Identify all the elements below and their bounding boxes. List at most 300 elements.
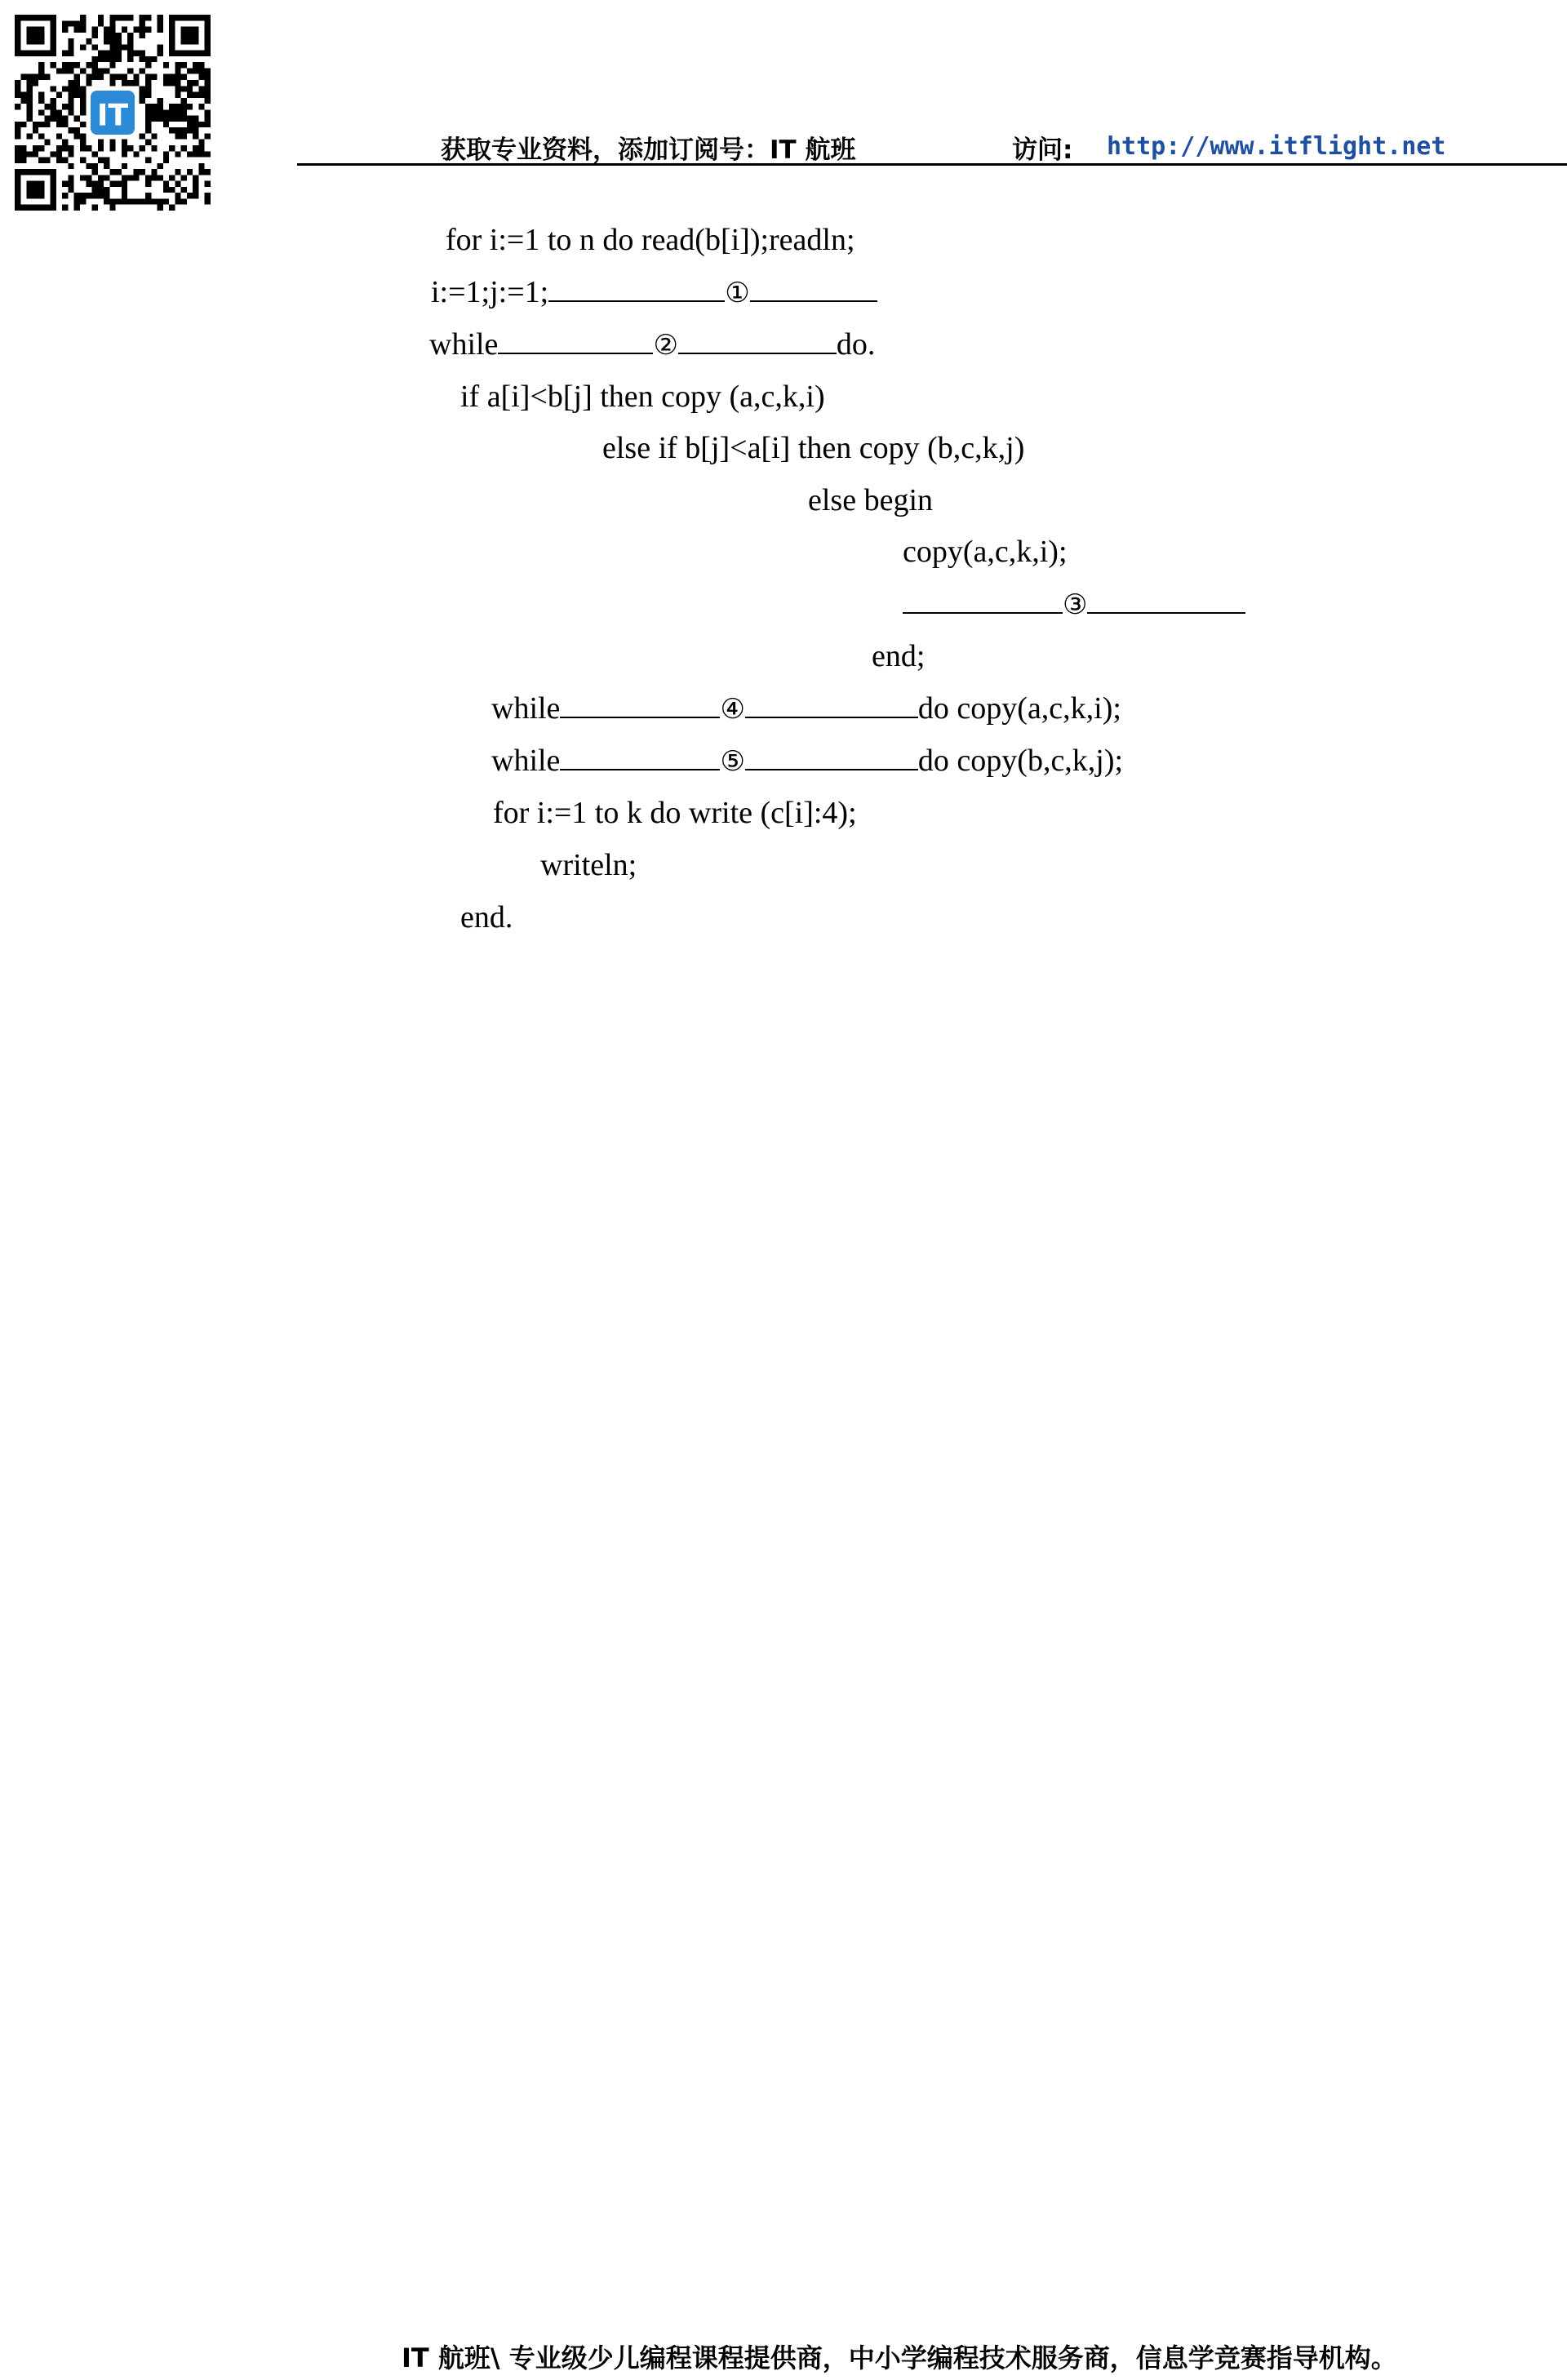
qr-module	[145, 104, 151, 109]
header-divider	[297, 163, 1567, 166]
qr-module	[140, 133, 145, 139]
qr-module	[175, 104, 180, 109]
qr-module	[187, 80, 193, 86]
qr-module	[68, 86, 73, 91]
qr-module	[198, 151, 204, 157]
qr-module	[80, 44, 86, 50]
qr-module	[175, 193, 180, 198]
qr-module	[205, 116, 211, 122]
qr-module	[145, 198, 151, 204]
qr-module	[15, 80, 20, 86]
qr-module	[51, 151, 56, 157]
qr-module	[62, 158, 68, 163]
qr-module	[98, 140, 104, 145]
qr-module	[38, 74, 44, 80]
blank-marker-3: ③	[1063, 588, 1088, 621]
qr-module	[104, 187, 109, 193]
qr-module	[198, 145, 204, 151]
qr-module	[116, 51, 122, 56]
qr-module	[27, 104, 33, 109]
qr-module	[68, 20, 73, 26]
qr-module	[44, 116, 50, 122]
qr-module	[175, 62, 180, 68]
qr-module	[116, 74, 122, 80]
qr-module	[104, 175, 109, 180]
code-line-blank-2	[429, 326, 875, 363]
qr-module	[140, 27, 145, 33]
qr-module	[92, 163, 98, 169]
qr-module	[151, 56, 157, 62]
qr-module	[198, 163, 204, 169]
qr-module	[56, 133, 62, 139]
code-line: writeln;	[540, 848, 637, 882]
qr-module	[104, 38, 109, 44]
blank-marker-2: ②	[653, 329, 678, 362]
code-line: end.	[460, 900, 513, 935]
qr-module	[163, 74, 169, 80]
qr-module	[181, 145, 187, 151]
qr-module	[27, 109, 33, 115]
qr-module	[145, 122, 151, 127]
qr-module	[187, 151, 193, 157]
qr-module	[145, 127, 151, 133]
qr-module	[145, 109, 151, 115]
qr-module	[109, 51, 115, 56]
qr-module	[181, 86, 187, 91]
qr-module	[68, 145, 73, 151]
qr-module	[27, 98, 33, 104]
qr-module	[175, 169, 180, 175]
qr-module	[74, 74, 80, 80]
qr-module	[193, 68, 198, 73]
qr-module	[98, 56, 104, 62]
qr-module	[169, 80, 175, 86]
code-text: do copy(a,c,k,i);	[917, 691, 1121, 726]
qr-module	[181, 109, 187, 115]
qr-module	[175, 68, 180, 73]
qr-module	[38, 109, 44, 115]
code-text: while	[491, 691, 561, 726]
qr-module	[62, 20, 68, 26]
qr-module	[127, 51, 133, 56]
qr-module	[68, 98, 73, 104]
qr-module	[92, 27, 98, 33]
qr-logo	[87, 87, 139, 139]
qr-module	[205, 198, 211, 204]
qr-module	[163, 116, 169, 122]
qr-module	[205, 80, 211, 86]
qr-module	[27, 86, 33, 91]
qr-module	[74, 27, 80, 33]
qr-module	[175, 80, 180, 86]
qr-module	[109, 62, 115, 68]
qr-module	[20, 122, 26, 127]
qr-module	[86, 145, 91, 151]
qr-module	[74, 127, 80, 133]
code-text: do copy(b,c,k,j);	[917, 744, 1124, 778]
qr-module	[68, 127, 73, 133]
qr-module	[158, 51, 163, 56]
qr-module	[62, 51, 68, 56]
qr-module	[104, 33, 109, 38]
qr-module	[86, 38, 91, 44]
qr-module	[122, 175, 127, 180]
blank-marker-5: ⑤	[720, 745, 745, 778]
qr-module	[27, 133, 33, 139]
qr-module	[158, 163, 163, 169]
qr-module	[38, 62, 44, 68]
qr-module	[56, 68, 62, 73]
footer-text: IT 航班\ 专业级少儿编程课程提供商，中小学编程技术服务商，信息学竞赛指导机构。	[402, 2342, 1397, 2373]
qr-module	[80, 198, 86, 204]
fill-blank-underline	[560, 743, 720, 770]
qr-module	[163, 80, 169, 86]
code-line-blank-1	[431, 274, 877, 311]
qr-module	[151, 133, 157, 139]
subscribe-text: 获取专业资料，添加订阅号：IT 航班	[441, 135, 856, 165]
qr-module	[116, 56, 122, 62]
qr-module	[74, 193, 80, 198]
qr-module	[187, 122, 193, 127]
qr-module	[181, 74, 187, 80]
qr-module	[98, 51, 104, 56]
qr-module	[151, 169, 157, 175]
qr-module	[109, 74, 115, 80]
qr-module	[193, 187, 198, 193]
qr-module	[80, 140, 86, 145]
qr-module	[74, 116, 80, 122]
qr-module	[33, 145, 38, 151]
qr-module	[187, 169, 193, 175]
code-line: else begin	[808, 483, 934, 517]
qr-module	[193, 62, 198, 68]
qr-module	[56, 145, 62, 151]
qr-module	[205, 86, 211, 91]
qr-module	[181, 62, 187, 68]
qr-module	[92, 62, 98, 68]
qr-module	[163, 181, 169, 187]
qr-module	[98, 74, 104, 80]
qr-module	[122, 80, 127, 86]
qr-module	[158, 20, 163, 26]
qr-module	[145, 92, 151, 98]
qr-module	[92, 74, 98, 80]
qr-module	[92, 181, 98, 187]
qr-module	[133, 169, 139, 175]
qr-module	[38, 145, 44, 151]
qr-module	[145, 74, 151, 80]
qr-module	[20, 92, 26, 98]
qr-module	[109, 56, 115, 62]
qr-module	[109, 15, 115, 20]
qr-module	[68, 80, 73, 86]
qr-module	[86, 74, 91, 80]
qr-module	[140, 145, 145, 151]
qr-module	[38, 98, 44, 104]
qr-module	[175, 127, 180, 133]
qr-module	[181, 133, 187, 139]
qr-module	[133, 80, 139, 86]
qr-module	[198, 140, 204, 145]
qr-module	[80, 104, 86, 109]
qr-module	[181, 198, 187, 204]
code-text: while	[491, 744, 561, 778]
qr-module	[140, 51, 145, 56]
qr-module	[163, 62, 169, 68]
fill-blank-underline	[560, 690, 720, 718]
qr-module	[15, 122, 20, 127]
code-line: if a[i]<b[j] then copy (a,c,k,i)	[460, 380, 825, 414]
qr-module	[68, 92, 73, 98]
qr-module	[109, 20, 115, 26]
qr-module	[122, 145, 127, 151]
qr-module	[86, 181, 91, 187]
fill-blank-underline	[903, 586, 1063, 614]
qr-module	[74, 205, 80, 211]
qr-module	[62, 145, 68, 151]
qr-module	[92, 33, 98, 38]
qr-module	[80, 122, 86, 127]
qr-module	[92, 56, 98, 62]
qr-module	[133, 175, 139, 180]
qr-module	[133, 74, 139, 80]
qr-module	[158, 44, 163, 50]
qr-module	[68, 38, 73, 44]
qr-module	[205, 74, 211, 80]
qr-module	[140, 98, 145, 104]
qr-module	[62, 193, 68, 198]
qr-module	[68, 68, 73, 73]
qr-module	[140, 86, 145, 91]
qr-module	[140, 198, 145, 204]
qr-module	[140, 15, 145, 20]
qr-module	[15, 127, 20, 133]
qr-module	[193, 80, 198, 86]
qr-module	[122, 187, 127, 193]
qr-module	[151, 116, 157, 122]
qr-module	[33, 127, 38, 133]
qr-module	[145, 15, 151, 20]
qr-module	[193, 133, 198, 139]
qr-module	[80, 15, 86, 20]
qr-module	[122, 27, 127, 33]
qr-module	[86, 62, 91, 68]
qr-module	[109, 181, 115, 187]
qr-module	[193, 92, 198, 98]
qr-module	[92, 151, 98, 157]
qr-module	[145, 27, 151, 33]
qr-module	[15, 145, 20, 151]
qr-code	[15, 15, 211, 211]
qr-module	[175, 198, 180, 204]
qr-module	[33, 80, 38, 86]
qr-module	[193, 116, 198, 122]
qr-module	[205, 181, 211, 187]
qr-module	[169, 74, 175, 80]
qr-module	[56, 92, 62, 98]
qr-module	[198, 122, 204, 127]
qr-module	[51, 62, 56, 68]
code-line: else if b[j]<a[i] then copy (b,c,k,j)	[602, 431, 1025, 465]
qr-module	[68, 104, 73, 109]
qr-module	[158, 98, 163, 104]
qr-module	[104, 56, 109, 62]
qr-module	[62, 140, 68, 145]
qr-module	[86, 193, 91, 198]
qr-module	[51, 98, 56, 104]
qr-module	[181, 175, 187, 180]
qr-module	[175, 74, 180, 80]
qr-module	[62, 122, 68, 127]
qr-module	[158, 205, 163, 211]
qr-module	[181, 127, 187, 133]
qr-module	[127, 68, 133, 73]
qr-module	[127, 80, 133, 86]
qr-module	[122, 74, 127, 80]
code-line-blank-5	[491, 743, 1123, 779]
qr-module	[15, 158, 20, 163]
qr-module	[56, 122, 62, 127]
qr-module	[158, 104, 163, 109]
qr-module	[145, 140, 151, 145]
visit-label: 访问:	[1012, 135, 1073, 165]
qr-module	[198, 104, 204, 109]
qr-module	[127, 56, 133, 62]
qr-module	[62, 86, 68, 91]
qr-module	[62, 62, 68, 68]
qr-module	[175, 133, 180, 139]
qr-module	[140, 33, 145, 38]
qr-module	[140, 92, 145, 98]
qr-module	[205, 122, 211, 127]
fill-blank-underline	[745, 743, 918, 770]
qr-module	[86, 175, 91, 180]
qr-module	[98, 68, 104, 73]
qr-module	[205, 193, 211, 198]
qr-module	[116, 181, 122, 187]
qr-module	[175, 109, 180, 115]
qr-module	[193, 175, 198, 180]
qr-module	[68, 187, 73, 193]
fill-blank-underline	[1087, 586, 1245, 614]
qr-module	[80, 109, 86, 115]
qr-module	[80, 193, 86, 198]
qr-module	[187, 116, 193, 122]
qr-module	[198, 92, 204, 98]
qr-module	[68, 163, 73, 169]
code-text: i:=1;j:=1;	[431, 275, 549, 309]
qr-module	[33, 151, 38, 157]
qr-module	[68, 44, 73, 50]
qr-module	[158, 109, 163, 115]
qr-module	[104, 51, 109, 56]
qr-module	[44, 74, 50, 80]
qr-module	[145, 158, 151, 163]
qr-module	[80, 20, 86, 26]
qr-module	[80, 92, 86, 98]
qr-module	[175, 151, 180, 157]
qr-module	[56, 109, 62, 115]
qr-module	[104, 68, 109, 73]
qr-module	[44, 104, 50, 109]
qr-module	[116, 33, 122, 38]
fill-blank-underline	[750, 274, 877, 302]
qr-module	[127, 44, 133, 50]
qr-module	[109, 169, 115, 175]
fill-blank-underline	[678, 326, 837, 354]
qr-module	[169, 127, 175, 133]
qr-module	[51, 104, 56, 109]
qr-module	[51, 116, 56, 122]
qr-module	[104, 163, 109, 169]
code-line-blank-4	[491, 690, 1121, 727]
qr-module	[193, 122, 198, 127]
fill-blank-underline	[498, 326, 653, 354]
qr-module	[44, 158, 50, 163]
qr-module	[116, 169, 122, 175]
qr-module	[163, 122, 169, 127]
qr-module	[145, 80, 151, 86]
qr-module	[20, 74, 26, 80]
qr-module	[181, 116, 187, 122]
qr-module	[145, 193, 151, 198]
qr-module	[68, 175, 73, 180]
qr-module	[27, 92, 33, 98]
code-line: for i:=1 to n do read(b[i]);readln;	[446, 223, 855, 257]
qr-module	[15, 86, 20, 91]
qr-module	[92, 44, 98, 50]
site-url-link[interactable]: http://www.itflight.net	[1107, 132, 1446, 161]
qr-module	[127, 175, 133, 180]
qr-module	[27, 116, 33, 122]
qr-module	[116, 44, 122, 50]
qr-module	[51, 86, 56, 91]
qr-module	[62, 104, 68, 109]
qr-module	[198, 86, 204, 91]
qr-module	[20, 151, 26, 157]
qr-module	[205, 133, 211, 139]
qr-module	[151, 175, 157, 180]
qr-module	[127, 145, 133, 151]
qr-module	[104, 27, 109, 33]
qr-module	[98, 187, 104, 193]
qr-module	[38, 68, 44, 73]
qr-module	[198, 62, 204, 68]
qr-module	[104, 158, 109, 163]
qr-module	[44, 122, 50, 127]
qr-module	[62, 116, 68, 122]
qr-module	[33, 74, 38, 80]
qr-module	[92, 193, 98, 198]
qr-module	[80, 98, 86, 104]
svg-text:IT: IT	[96, 97, 129, 133]
code-text: while	[429, 327, 499, 362]
qr-module	[193, 193, 198, 198]
code-line-blank-3	[903, 586, 1245, 623]
qr-module	[175, 92, 180, 98]
qr-module	[169, 187, 175, 193]
qr-module	[15, 151, 20, 157]
qr-module	[122, 151, 127, 157]
qr-module	[158, 15, 163, 20]
qr-module	[169, 175, 175, 180]
qr-module	[27, 74, 33, 80]
qr-module	[109, 205, 115, 211]
qr-module	[80, 133, 86, 139]
qr-module	[169, 145, 175, 151]
qr-module	[56, 116, 62, 122]
qr-module	[74, 92, 80, 98]
